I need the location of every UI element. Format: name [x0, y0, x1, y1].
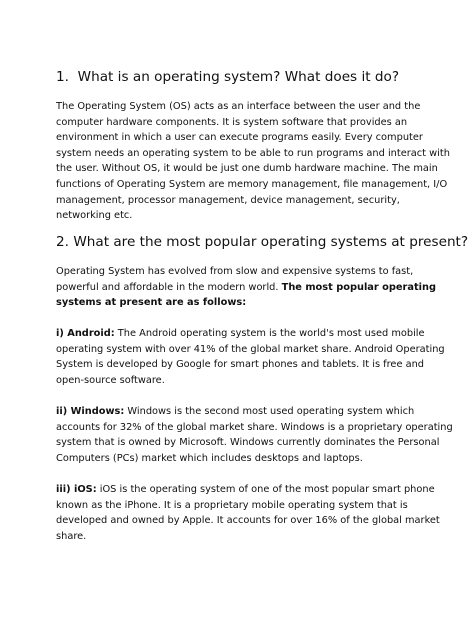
- question-2-intro: [56, 264, 436, 311]
- question-2-number: 2.: [56, 234, 69, 250]
- os-item-windows: [56, 404, 453, 466]
- question-2-heading: [56, 234, 468, 250]
- item-text: Windows is the second most used operating system which: [127, 406, 415, 417]
- intro-bold-text: The most popular operating: [281, 281, 437, 293]
- text-line: system needs an operating system to be able to run programs and interact with: [56, 147, 450, 159]
- question-1-heading: [56, 69, 399, 85]
- intro-text: powerful and affordable in the modern world.: [56, 281, 279, 293]
- text-line: system that is owned by Microsoft. Windows currently dominates the Personal: [56, 437, 440, 449]
- text-line: Operating System has evolved from slow and expensive systems to fast,: [56, 266, 414, 277]
- os-item-ios: [56, 482, 440, 544]
- question-1-title: What is an operating system? What does it do?: [77, 69, 400, 85]
- item-text: The Android operating system is the world's most used mobile: [117, 328, 425, 339]
- text-line: accounts for 32% of the global market share. Windows is a proprietary operating: [56, 421, 453, 433]
- item-label: i) Android:: [56, 328, 115, 339]
- text-line: environment in which a user can execute programs easily. Every computer: [56, 132, 423, 144]
- text-line: operating system with over 41% of the global market share. Android Operating: [56, 343, 445, 355]
- intro-bold-text: systems at present are as follows:: [56, 297, 247, 309]
- text-line: open-source software.: [56, 374, 165, 386]
- question-1-number: 1.: [56, 69, 69, 85]
- item-text: iOS is the operating system of one of the most popular smart phone: [99, 484, 435, 495]
- text-line: [56, 404, 436, 420]
- text-line: developed and owned by Apple. It accounts for over 16% of the global market: [56, 515, 440, 527]
- text-line: the user. Without OS, it would be just one dumb hardware machine. The main: [56, 163, 438, 175]
- text-line: [56, 326, 436, 342]
- item-label: iii) iOS:: [56, 484, 97, 495]
- text-line: [56, 295, 436, 311]
- text-line: known as the iPhone. It is a proprietary mobile operating system that is: [56, 499, 408, 511]
- text-line: The Operating System (OS) acts as an interface between the user and the: [56, 101, 421, 112]
- text-line: management, processor management, device management, security,: [56, 194, 400, 206]
- item-label: ii) Windows:: [56, 406, 125, 417]
- text-line: Computers (PCs) market which includes desktops and laptops.: [56, 452, 363, 464]
- text-line: [56, 482, 436, 498]
- text-line: System is developed by Google for smart phones and tablets. It is free and: [56, 359, 425, 371]
- text-line: [56, 280, 436, 296]
- question-1-answer: [56, 99, 450, 224]
- text-line: computer hardware components. It is system software that provides an: [56, 116, 408, 128]
- text-line: functions of Operating System are memory management, file management, I/O: [56, 178, 448, 190]
- text-line: networking etc.: [56, 210, 133, 222]
- question-2-title: What are the most popular operating systems at present?: [73, 234, 469, 250]
- text-line: share.: [56, 530, 87, 542]
- os-item-android: [56, 326, 445, 388]
